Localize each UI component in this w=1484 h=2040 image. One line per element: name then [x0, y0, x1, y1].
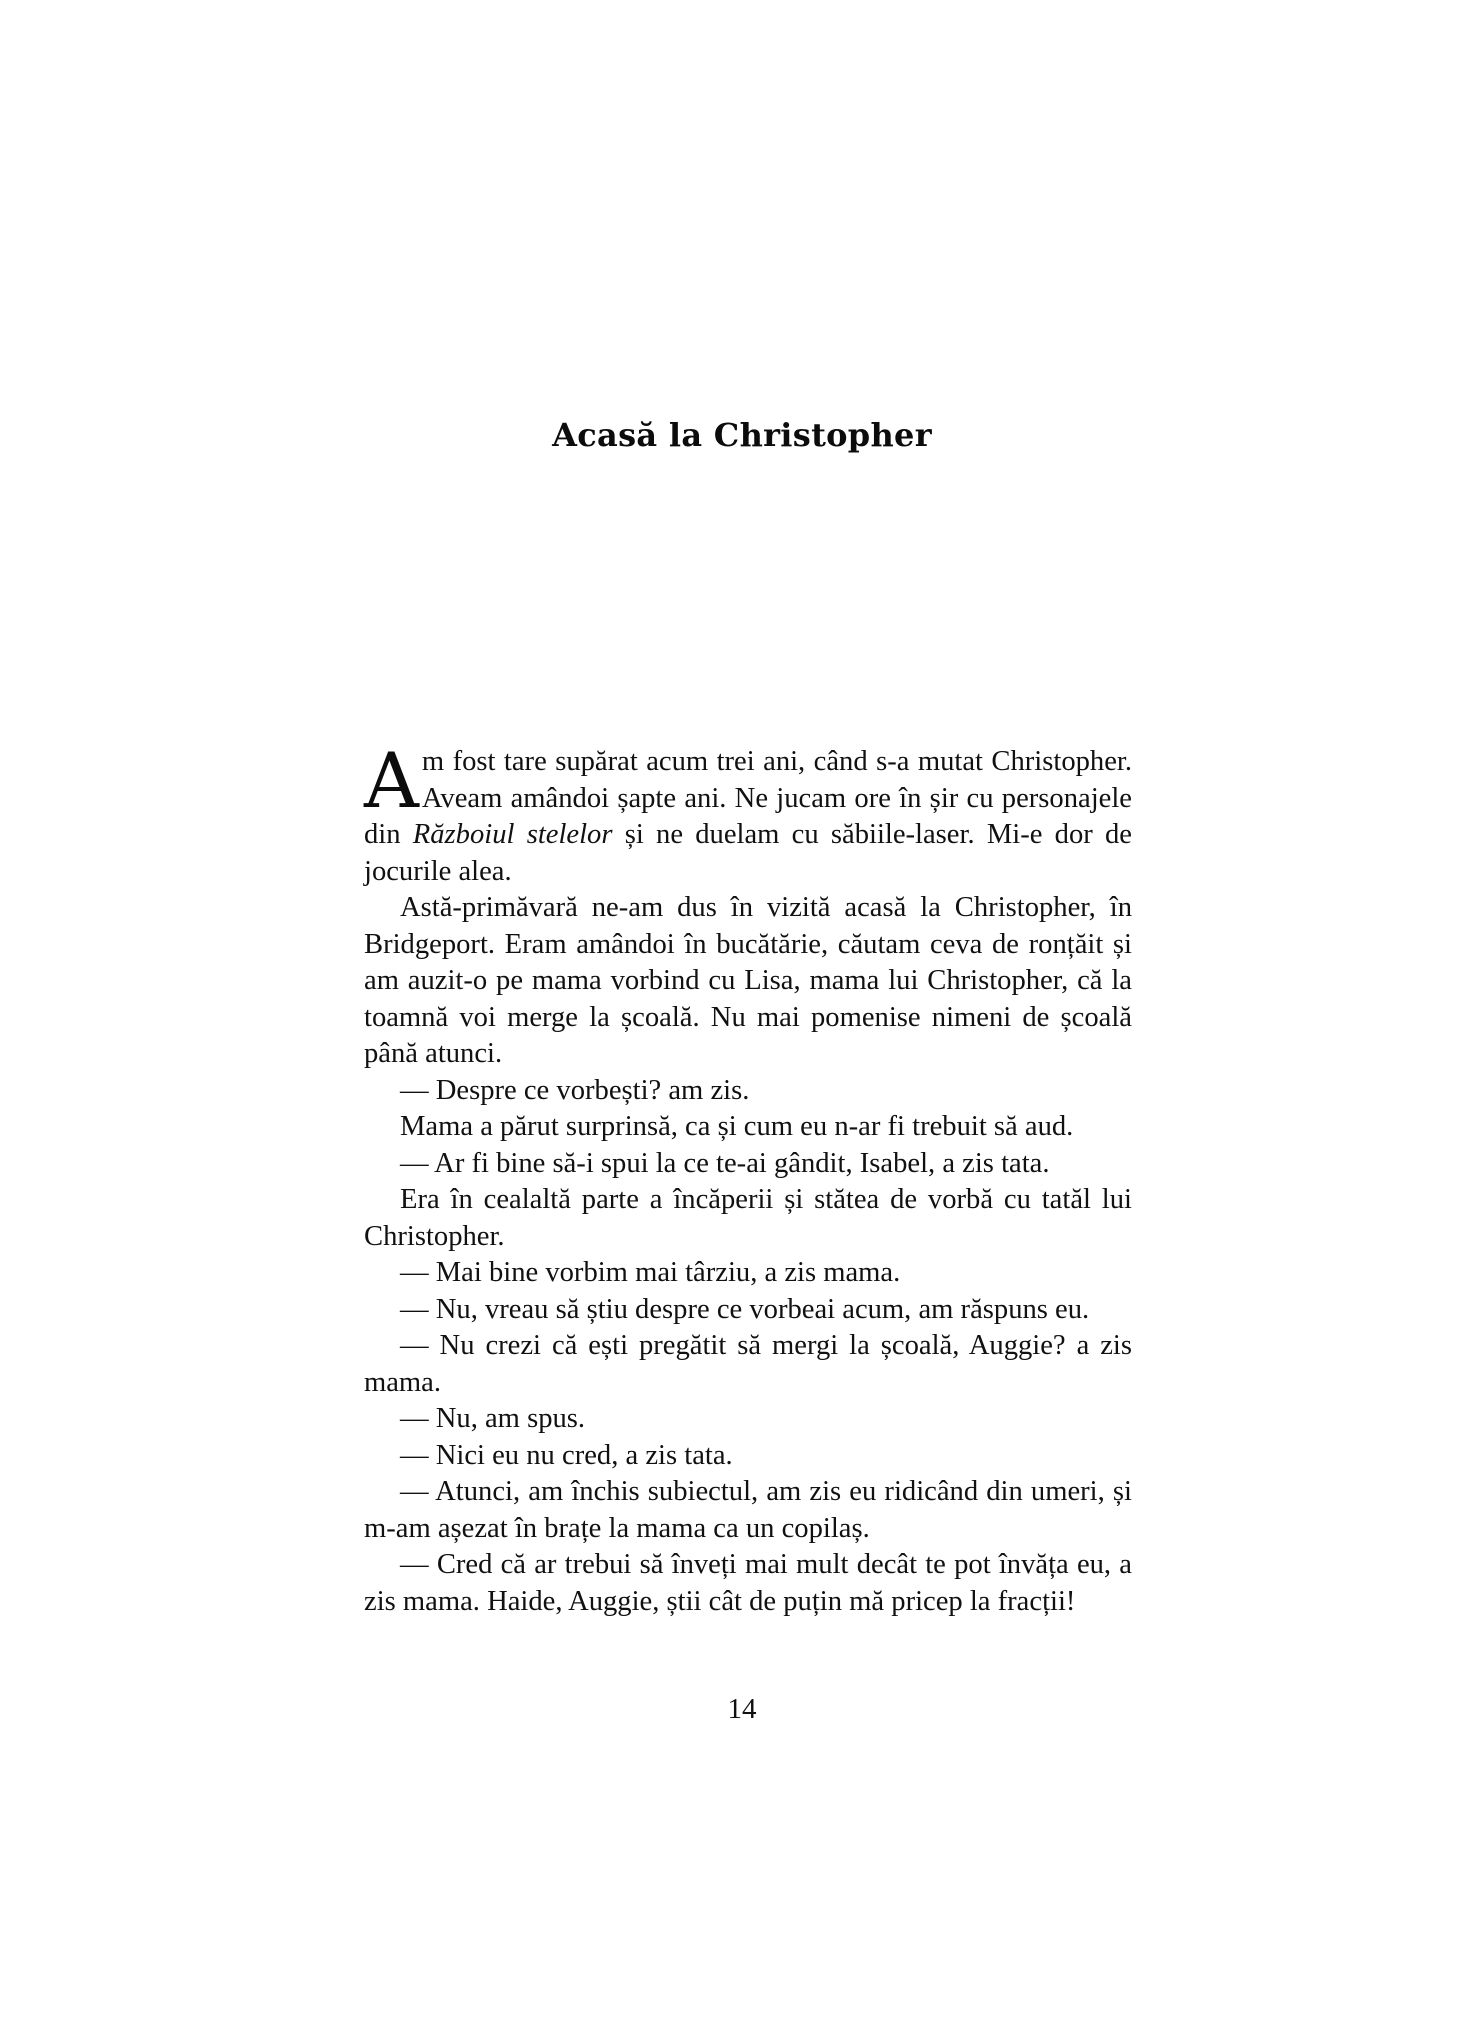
- paragraph: Astă-primăvară ne-am dus în vizită acasă la Christopher, în Bridgeport. Eram amândoi în bucătărie, căutam ceva de ronțăit și am auzit-o pe mama vorbind cu Lisa, mama lui Christopher, că la toamnă voi merge la școală. Nu mai pomenise nimeni de școală până atunci.: [364, 892, 1132, 1069]
- opening-text-tail: și ne duelam cu săbiile-laser. Mi-e dor de jocurile alea.: [364, 819, 1132, 887]
- drop-cap: A: [364, 736, 419, 825]
- book-title-reference: Războiul stelelor: [412, 819, 613, 850]
- dialogue-line: — Cred că ar trebui să înveți mai mult decât te pot învăța eu, a zis mama. Haide, Auggie, știi cât de puțin mă pricep la fracții!: [364, 1549, 1132, 1617]
- opening-text-lead: m fost tare supărat acum trei ani, când s-a mutat Christopher. Aveam amândoi șapte ani. Ne jucam ore în șir cu personajele din: [364, 746, 1132, 850]
- dialogue-line: — Mai bine vorbim mai târziu, a zis mama.: [400, 1257, 901, 1288]
- dialogue-line: — Despre ce vorbești? am zis.: [400, 1074, 750, 1106]
- dialogue-line: — Atunci, am închis subiectul, am zis eu ridicând din umeri, și m-am așezat în brațe la mama ca un copilaș.: [364, 1476, 1132, 1544]
- dialogue-line: — Ar fi bine să-i spui la ce te-ai gândit, Isabel, a zis tata.: [400, 1147, 1050, 1179]
- paragraph: Era în cealaltă parte a încăperii și stătea de vorbă cu tatăl lui Christopher.: [364, 1184, 1132, 1252]
- paragraph: Mama a părut surprinsă, ca și cum eu n-ar fi trebuit să aud.: [400, 1111, 1074, 1142]
- dialogue-line: — Nu, vreau să știu despre ce vorbeai acum, am răspuns eu.: [400, 1293, 1090, 1325]
- dialogue-line: — Nici eu nu cred, a zis tata.: [400, 1439, 733, 1471]
- chapter-title: Acasă la Christopher: [552, 416, 932, 455]
- chapter-body: [364, 736, 1132, 1620]
- page-number: 14: [727, 1693, 757, 1725]
- dialogue-line: — Nu crezi că ești pregătit să mergi la școală, Auggie? a zis mama.: [364, 1330, 1132, 1398]
- opening-paragraph: [364, 736, 1132, 890]
- dialogue-line: — Nu, am spus.: [400, 1403, 586, 1434]
